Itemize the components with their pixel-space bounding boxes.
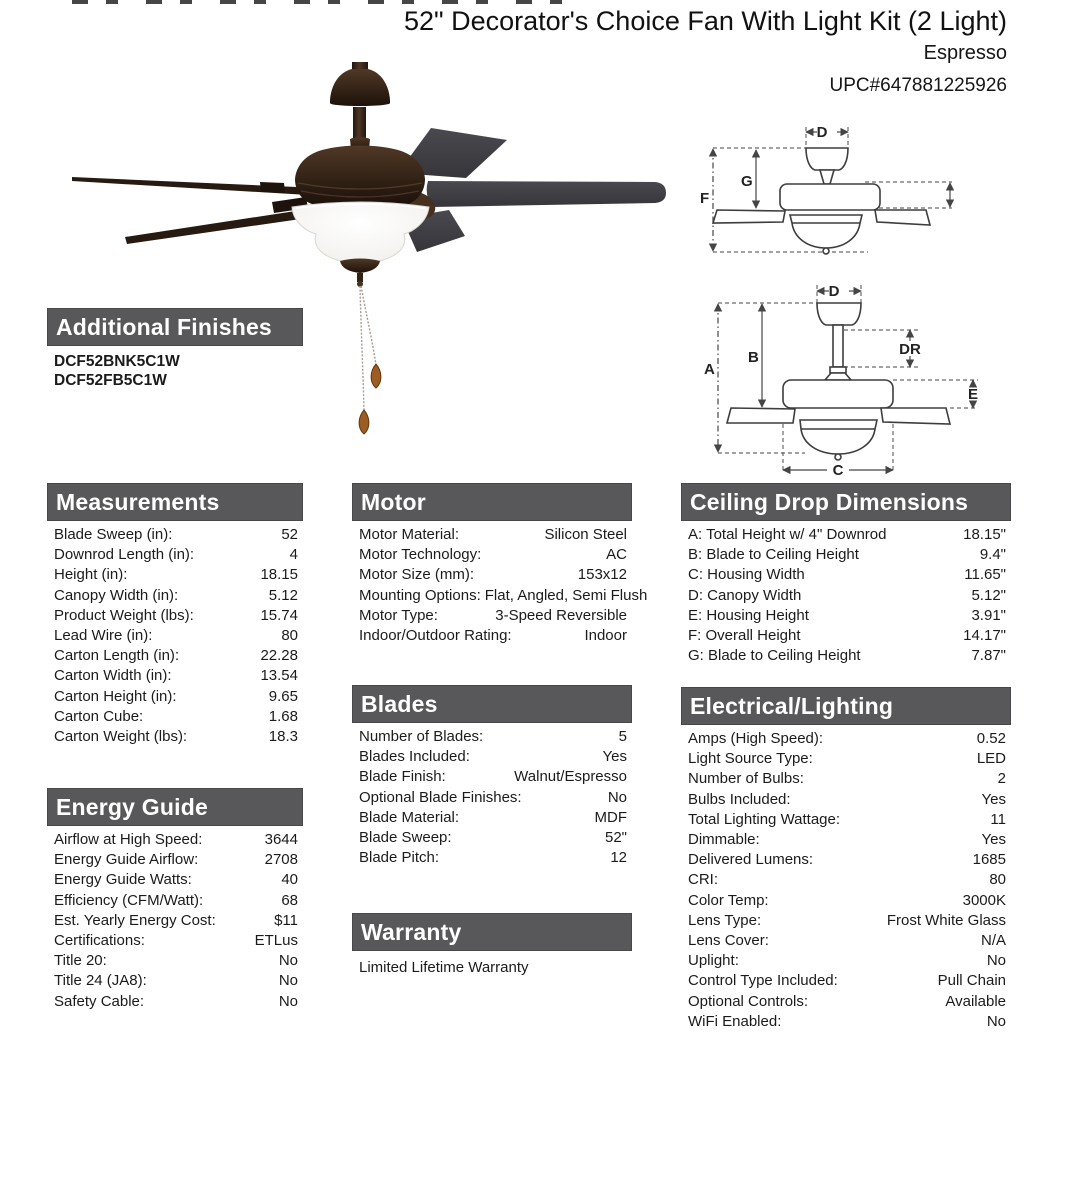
additional-finishes-header: Additional Finishes <box>47 308 303 346</box>
spec-label: Blade Pitch: <box>359 849 440 867</box>
ceiling-drop-rows <box>681 525 1011 666</box>
spec-label: Lead Wire (in): <box>54 627 153 645</box>
spec-label: Blade Finish: <box>359 768 446 786</box>
spec-row <box>47 666 303 686</box>
spec-label: CRI: <box>688 871 718 889</box>
spec-row <box>681 545 1011 565</box>
finish-code-list <box>47 352 303 390</box>
spec-label: Optional Controls: <box>688 992 809 1010</box>
spec-value: 14.17" <box>963 627 1006 645</box>
spec-label: Lens Cover: <box>688 932 769 950</box>
spec-value: Walnut/Espresso <box>514 768 627 786</box>
product-photo-ceiling-fan <box>60 55 680 455</box>
spec-row <box>681 565 1011 585</box>
spec-label: Height (in): <box>54 566 128 584</box>
spec-row <box>352 848 632 868</box>
fan-blade-right <box>427 181 666 207</box>
cropped-text-artifact <box>72 0 568 4</box>
spec-row <box>681 646 1011 666</box>
spec-label: Delivered Lumens: <box>688 851 814 869</box>
bowl-cap <box>340 259 380 274</box>
spec-value: $11 <box>274 911 298 929</box>
spec-value: 3-Speed Reversible <box>495 606 627 624</box>
spec-value: 7.87" <box>971 647 1006 665</box>
spec-row <box>681 870 1011 890</box>
electrical-lighting-rows <box>681 729 1011 1032</box>
diagram-blade-left <box>713 210 785 223</box>
spec-value: 2708 <box>264 851 298 869</box>
blades-header: Blades <box>352 685 632 723</box>
blade-iron-left <box>260 182 285 193</box>
diagram-motor <box>780 184 880 210</box>
spec-row <box>681 586 1011 606</box>
spec-row <box>681 626 1011 646</box>
spec-row <box>47 626 303 646</box>
ceiling-drop-header: Ceiling Drop Dimensions <box>681 483 1011 521</box>
spec-row <box>47 911 303 931</box>
page-title: 52" Decorator's Choice Fan With Light Kit (2 Light) <box>403 6 1007 36</box>
spec-value: AC <box>606 546 627 564</box>
energy-guide-header: Energy Guide <box>47 788 303 826</box>
pull-chain-long <box>360 286 364 411</box>
spec-label: Carton Weight (lbs): <box>54 728 188 746</box>
diagram-motor <box>783 380 893 408</box>
spec-value: No <box>278 972 298 990</box>
electrical-lighting-header: Electrical/Lighting <box>681 687 1011 725</box>
spec-value: No <box>607 788 627 806</box>
spec-label: Control Type Included: <box>688 972 838 990</box>
dim-label-a: A <box>704 361 715 378</box>
spec-label: Mounting Options: <box>359 586 481 604</box>
spec-row <box>681 729 1011 749</box>
diagram-bowl <box>790 215 862 248</box>
spec-label: Downrod Length (in): <box>54 546 195 564</box>
diagram-neck <box>825 373 851 380</box>
spec-value: 52" <box>604 829 627 847</box>
spec-row <box>47 586 303 606</box>
spec-label: F: Overall Height <box>688 627 801 645</box>
spec-label: Light Source Type: <box>688 750 813 768</box>
spec-value: Yes <box>981 831 1006 849</box>
spec-row <box>681 749 1011 769</box>
spec-row <box>47 951 303 971</box>
spec-value: Pull Chain <box>937 972 1006 990</box>
spec-value: 0.52 <box>976 730 1006 747</box>
diagram-bowl-knob <box>823 248 829 254</box>
spec-row <box>352 747 632 767</box>
spec-label: Motor Technology: <box>359 546 482 564</box>
spec-label: D: Canopy Width <box>688 586 802 604</box>
spec-value: No <box>278 952 298 970</box>
spec-value: N/A <box>980 932 1006 950</box>
spec-value: 13.54 <box>260 667 298 685</box>
diagram-bowl-knob <box>835 454 841 460</box>
spec-row <box>681 931 1011 951</box>
dimension-diagram-semi-flush <box>693 106 1068 298</box>
spec-label: Energy Guide Watts: <box>54 871 192 889</box>
spec-row <box>681 606 1011 626</box>
energy-guide-section <box>47 788 303 1012</box>
spec-row <box>47 707 303 727</box>
warranty-header: Warranty <box>352 913 632 951</box>
pull-chain-wood-tassel-long <box>359 410 369 434</box>
spec-value: 5.12 <box>268 586 298 604</box>
spec-value: 40 <box>281 871 298 889</box>
spec-label: Motor Size (mm): <box>359 566 475 584</box>
spec-value: 4 <box>289 546 298 564</box>
spec-row <box>352 545 632 565</box>
diagram-canopy <box>817 303 861 325</box>
finish-code: DCF52FB5C1W <box>54 372 167 389</box>
spec-value: 52 <box>281 526 298 543</box>
spec-value: 153x12 <box>577 566 627 584</box>
warranty-section <box>352 913 632 976</box>
spec-value: 18.3 <box>268 728 298 746</box>
spec-value: 80 <box>281 627 298 645</box>
spec-value: No <box>278 992 298 1010</box>
spec-row <box>352 626 632 646</box>
upc-code: UPC#647881225926 <box>829 75 1007 96</box>
spec-row <box>352 828 632 848</box>
dimension-diagram-downrod <box>693 273 1023 481</box>
dim-label-g: G <box>741 173 753 190</box>
spec-label: Blade Sweep: <box>359 829 452 847</box>
spec-row <box>681 790 1011 810</box>
spec-value: 11 <box>990 810 1006 828</box>
spec-value: 18.15" <box>963 526 1006 543</box>
spec-value: Indoor <box>584 627 627 645</box>
diagram-downrod-collar <box>830 367 846 373</box>
spec-value: 3000K <box>962 891 1006 909</box>
spec-label: Airflow at High Speed: <box>54 831 203 848</box>
spec-label: Carton Width (in): <box>54 667 172 685</box>
spec-row <box>352 606 632 626</box>
spec-row <box>47 727 303 747</box>
spec-row <box>681 525 1011 545</box>
spec-label: Color Temp: <box>688 891 769 909</box>
spec-row <box>352 586 648 606</box>
spec-row <box>352 767 632 787</box>
spec-label: Amps (High Speed): <box>688 730 824 747</box>
spec-label: Total Lighting Wattage: <box>688 810 841 828</box>
spec-label: Title 24 (JA8): <box>54 972 147 990</box>
pull-chain-short <box>361 286 376 365</box>
spec-value: 9.4" <box>979 546 1006 564</box>
energy-guide-rows <box>47 830 303 1012</box>
spec-label: Safety Cable: <box>54 992 145 1010</box>
spec-label: WiFi Enabled: <box>688 1012 782 1030</box>
spec-row <box>681 951 1011 971</box>
spec-label: Blades Included: <box>359 748 470 766</box>
spec-label: Product Weight (lbs): <box>54 606 194 624</box>
spec-label: Blade Sweep (in): <box>54 526 173 543</box>
bowl-finial <box>357 273 363 282</box>
spec-row <box>681 911 1011 931</box>
spec-value: 3.91" <box>971 606 1006 624</box>
spec-label: Canopy Width (in): <box>54 586 179 604</box>
spec-label: Indoor/Outdoor Rating: <box>359 627 512 645</box>
spec-label: Energy Guide Airflow: <box>54 851 199 869</box>
spec-value: ETLus <box>254 932 298 950</box>
spec-label: Carton Cube: <box>54 707 144 725</box>
spec-row <box>681 850 1011 870</box>
spec-value: LED <box>976 750 1006 768</box>
spec-label: Blade Material: <box>359 808 460 826</box>
dim-label-dr: DR <box>899 341 921 358</box>
glass-bowl <box>292 202 429 263</box>
spec-value: MDF <box>594 808 627 826</box>
spec-value: 1685 <box>972 851 1006 869</box>
spec-value: 80 <box>989 871 1006 889</box>
spec-value: 5.12" <box>971 586 1006 604</box>
spec-label: Number of Bulbs: <box>688 770 804 788</box>
diagram-canopy <box>806 148 848 170</box>
spec-label: Est. Yearly Energy Cost: <box>54 911 216 929</box>
spec-value: 11.65" <box>964 566 1006 584</box>
spec-row <box>681 810 1011 830</box>
motor-rows <box>352 525 648 646</box>
diagram-blade-left <box>727 408 795 423</box>
pull-chain-wood-tassel-short <box>371 364 381 388</box>
spec-row <box>47 525 303 545</box>
motor-housing <box>295 146 425 205</box>
motor-section <box>352 483 648 646</box>
spec-value: No <box>986 952 1006 970</box>
spec-row <box>47 545 303 565</box>
dim-label-d: D <box>828 283 840 300</box>
spec-row <box>681 769 1011 789</box>
spec-label: Bulbs Included: <box>688 790 791 808</box>
measurements-section <box>47 483 303 747</box>
spec-label: Dimmable: <box>688 831 760 849</box>
spec-row <box>681 1012 1011 1032</box>
spec-value: Yes <box>602 748 627 766</box>
spec-row <box>352 808 632 828</box>
dim-label-e: E <box>967 386 979 403</box>
blades-rows <box>352 727 632 868</box>
dim-label-f: F <box>700 190 710 207</box>
spec-label: Title 20: <box>54 952 107 970</box>
spec-label: Efficiency (CFM/Watt): <box>54 891 204 909</box>
motor-header: Motor <box>352 483 632 521</box>
dim-label-c: C <box>832 462 844 479</box>
spec-row <box>47 971 303 991</box>
diagram-downrod <box>833 325 843 367</box>
spec-row <box>47 931 303 951</box>
spec-label: Motor Material: <box>359 526 460 543</box>
spec-label: A: Total Height w/ 4" Downrod <box>688 526 887 543</box>
dim-label-b: B <box>748 349 759 366</box>
spec-label: Optional Blade Finishes: <box>359 788 522 806</box>
spec-value: Flat, Angled, Semi Flush <box>484 586 648 604</box>
spec-row <box>47 850 303 870</box>
spec-value: 15.74 <box>260 606 298 624</box>
blades-section <box>352 685 632 868</box>
spec-label: Uplight: <box>688 952 739 970</box>
spec-value: 2 <box>997 770 1006 788</box>
canopy <box>330 69 390 106</box>
spec-label: Lens Type: <box>688 911 762 929</box>
spec-label: E: Housing Height <box>688 606 809 624</box>
measurements-header: Measurements <box>47 483 303 521</box>
spec-row <box>47 606 303 626</box>
spec-row <box>47 870 303 890</box>
additional-finishes-section <box>47 308 303 390</box>
spec-value: Available <box>945 992 1006 1010</box>
spec-row <box>352 565 632 585</box>
spec-label: Motor Type: <box>359 606 438 624</box>
spec-value: Silicon Steel <box>544 526 627 543</box>
spec-row <box>681 971 1011 991</box>
spec-row <box>681 830 1011 850</box>
spec-label: Certifications: <box>54 932 145 950</box>
spec-row <box>47 646 303 666</box>
spec-row <box>47 687 303 707</box>
spec-row <box>352 727 632 747</box>
spec-label: B: Blade to Ceiling Height <box>688 546 859 564</box>
spec-value: 18.15 <box>260 566 298 584</box>
diagram-blade-right <box>875 210 930 225</box>
spec-row <box>352 525 632 545</box>
spec-row <box>681 992 1011 1012</box>
diagram-blade-right <box>881 408 950 424</box>
spec-value: Yes <box>981 790 1006 808</box>
warranty-text: Limited Lifetime Warranty <box>359 959 529 976</box>
spec-label: G: Blade to Ceiling Height <box>688 647 861 665</box>
spec-row <box>681 891 1011 911</box>
spec-value: 22.28 <box>260 647 298 665</box>
spec-label: Carton Height (in): <box>54 687 177 705</box>
spec-row <box>47 992 303 1012</box>
finish-name: Espresso <box>923 42 1007 64</box>
spec-value: 68 <box>281 891 298 909</box>
spec-value: 1.68 <box>268 707 298 725</box>
spec-value: 9.65 <box>268 687 298 705</box>
electrical-lighting-section <box>681 687 1011 1032</box>
spec-label: C: Housing Width <box>688 566 805 584</box>
spec-value: No <box>986 1012 1006 1030</box>
spec-row <box>47 830 303 850</box>
spec-value: 12 <box>610 849 627 867</box>
spec-row <box>352 788 632 808</box>
spec-row <box>47 565 303 585</box>
diagram-bowl <box>800 420 877 454</box>
finish-code: DCF52BNK5C1W <box>54 353 180 370</box>
spec-label: Carton Length (in): <box>54 647 180 665</box>
spec-value: Frost White Glass <box>886 911 1006 929</box>
measurements-rows <box>47 525 303 747</box>
spec-row <box>47 891 303 911</box>
diagram-neck <box>820 170 834 184</box>
spec-value: 5 <box>618 728 627 745</box>
ceiling-drop-section <box>681 483 1011 666</box>
spec-label: Number of Blades: <box>359 728 484 745</box>
dim-label-d: D <box>816 124 828 141</box>
spec-value: 3644 <box>264 831 298 848</box>
